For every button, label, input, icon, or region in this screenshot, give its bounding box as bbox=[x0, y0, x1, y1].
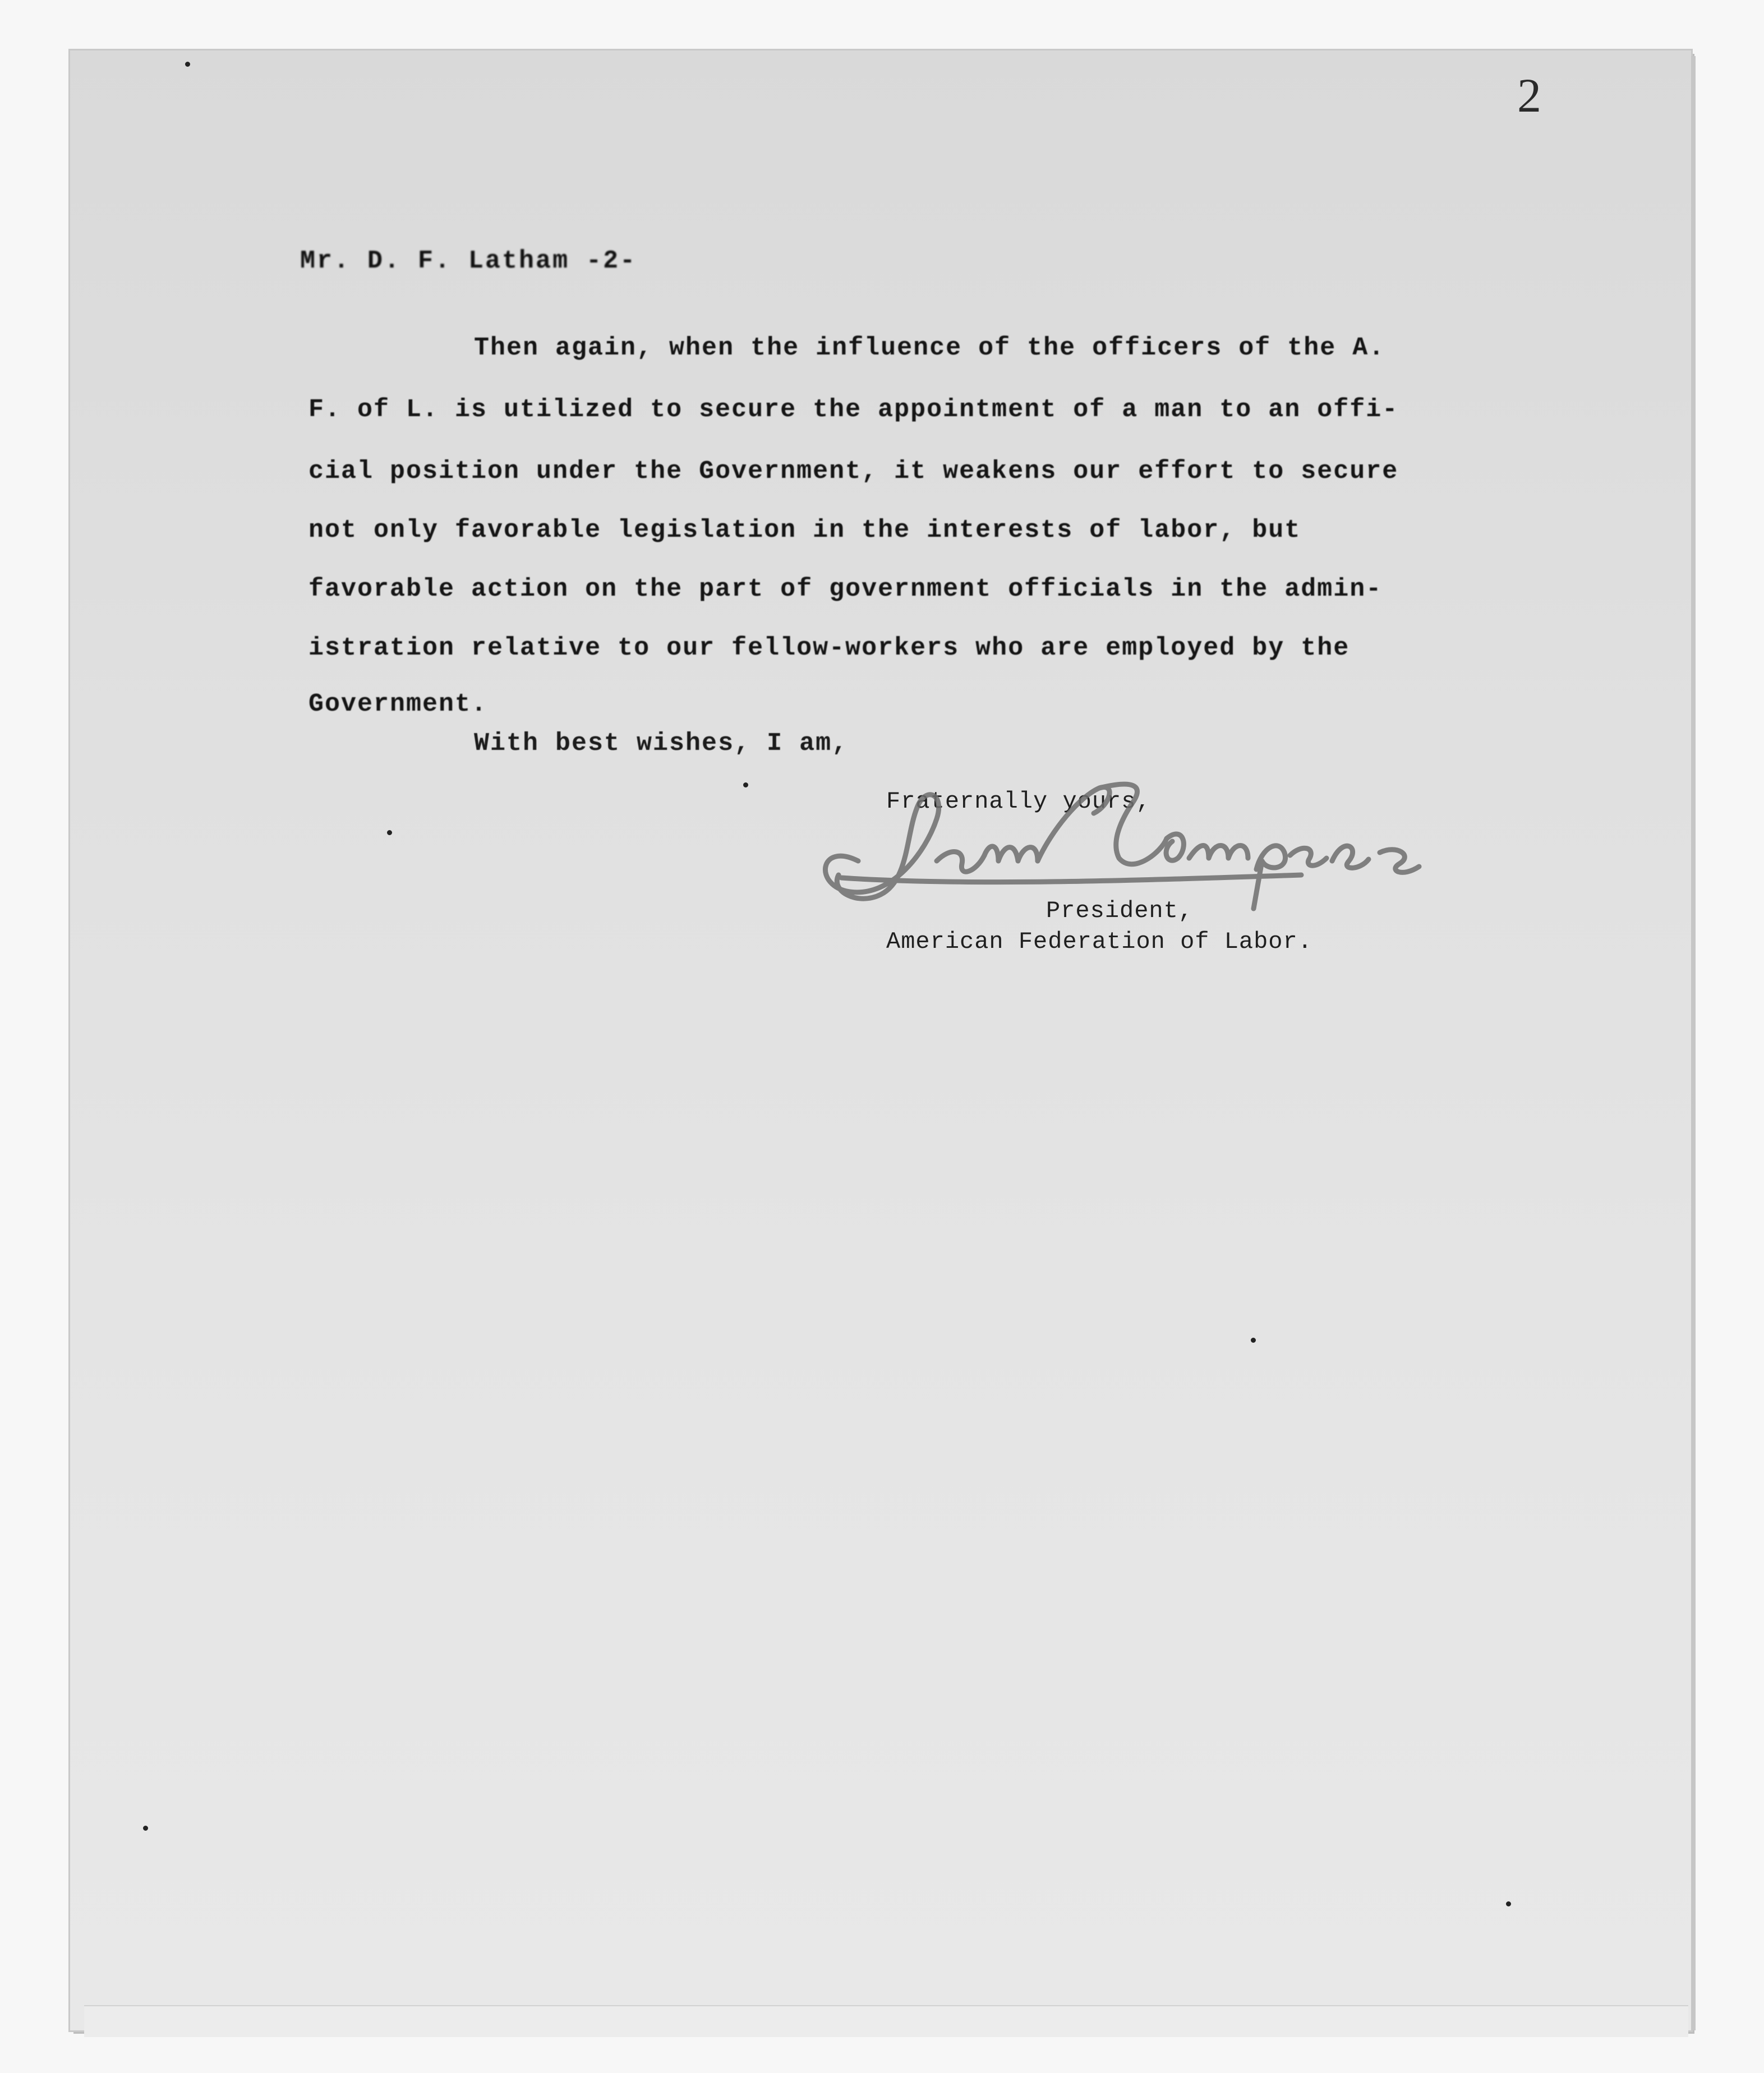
signer-organization: American Federation of Labor. bbox=[886, 928, 1312, 955]
body-line: istration relative to our fellow-workers who are employed by the bbox=[308, 634, 1350, 662]
body-line: F. of L. is utilized to secure the appointment of a man to an offi- bbox=[308, 395, 1399, 424]
letter-heading: Mr. D. F. Latham -2- bbox=[300, 247, 637, 275]
signer-title: President, bbox=[1046, 897, 1194, 924]
scan-speck bbox=[743, 782, 748, 787]
body-line: favorable action on the part of government officials in the admin- bbox=[308, 575, 1383, 604]
page-edge bbox=[1691, 56, 1696, 2030]
closing-line: With best wishes, I am, bbox=[474, 729, 849, 758]
page-bottom-strip bbox=[84, 2005, 1688, 2037]
valediction: Fraternally yours, bbox=[886, 788, 1151, 815]
scan-speck bbox=[185, 62, 190, 67]
body-line: Then again, when the influence of the officers of the A. bbox=[474, 334, 1385, 362]
body-line: cial position under the Government, it weakens our effort to secure bbox=[308, 457, 1399, 486]
body-line: Government. bbox=[308, 690, 488, 718]
scan-speck bbox=[1251, 1338, 1256, 1343]
page-number: 2 bbox=[1517, 68, 1541, 122]
scan-speck bbox=[1506, 1901, 1511, 1906]
scan-speck bbox=[143, 1826, 148, 1831]
scan-speck bbox=[387, 830, 392, 835]
body-line: not only favorable legislation in the interests of labor, but bbox=[308, 516, 1301, 545]
